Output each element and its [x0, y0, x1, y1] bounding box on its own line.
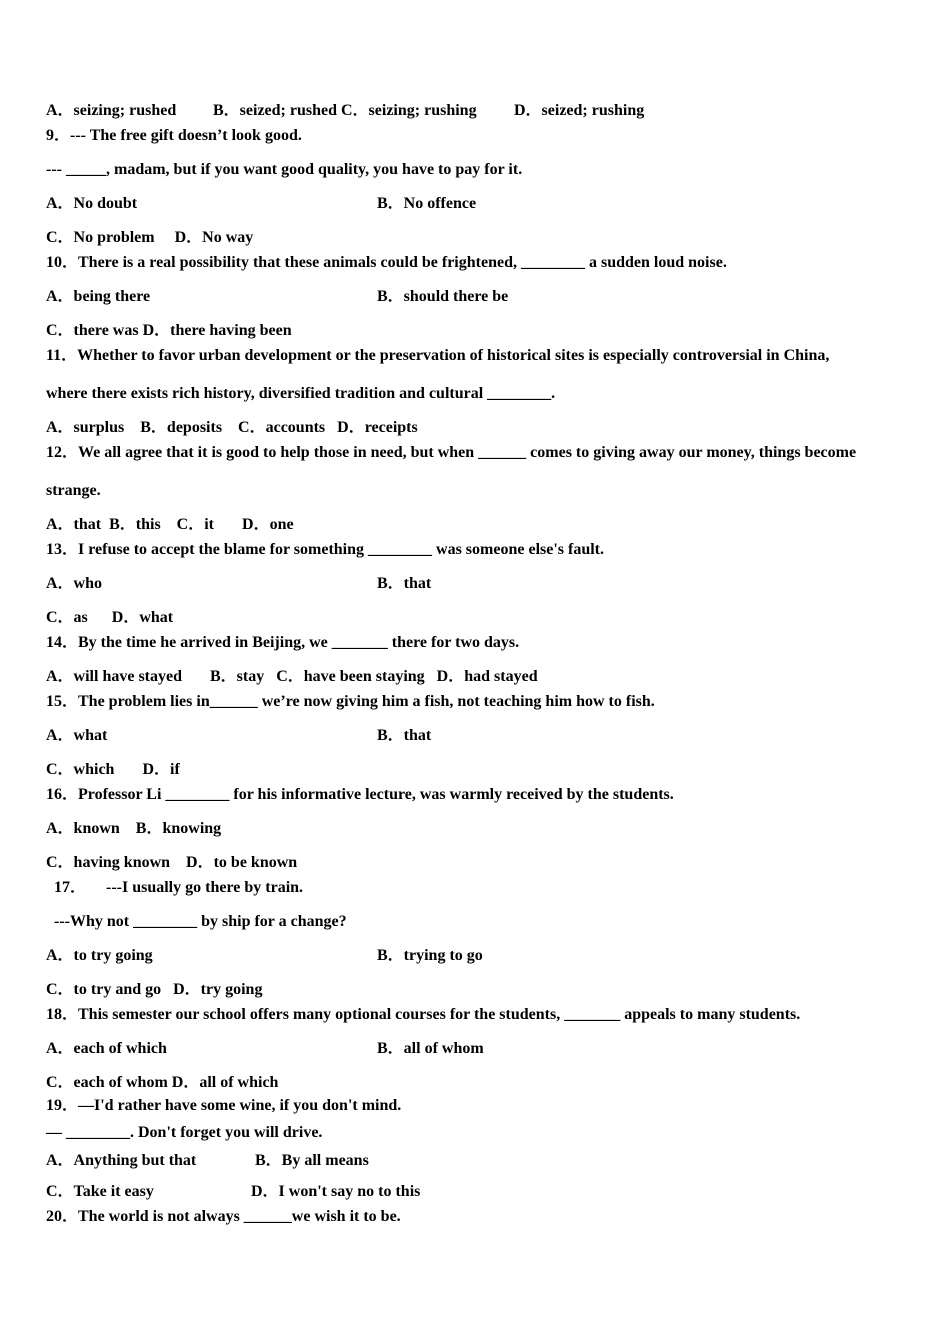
q10-option-a: A．being there	[46, 288, 151, 305]
q13-option-a: A．who	[46, 575, 103, 592]
q8-options-b-c: B．seized; rushed C．seizing; rushing	[213, 102, 477, 119]
q11-question-line2: where there exists rich history, diversified tradition and cultural ________.	[46, 385, 556, 402]
q11-question-line1: 11．Whether to favor urban development or the preservation of historical sites is especially controversial in China,	[46, 347, 830, 364]
q10-option-b: B．should there be	[377, 288, 509, 305]
q17-question: 17． ---I usually go there by train.	[46, 879, 304, 896]
q18-option-b: B．all of whom	[377, 1040, 484, 1057]
q17-response: ---Why not ________ by ship for a change?	[46, 913, 347, 930]
q9-question: 9．--- The free gift doesn’t look good.	[46, 127, 302, 144]
q19-option-c: C．Take it easy	[46, 1183, 154, 1200]
q10-question: 10．There is a real possibility that these animals could be frightened, ________ a sudden loud noise.	[46, 254, 727, 271]
q19-question: 19．—I'd rather have some wine, if you don't mind.	[46, 1097, 402, 1114]
q19-option-b: B．By all means	[255, 1152, 369, 1169]
q19-option-d: D．I won't say no to this	[251, 1183, 421, 1200]
q12-question-line1: 12．We all agree that it is good to help those in need, but when ______ comes to giving away our money, things become	[46, 444, 857, 461]
q12-question-line2: strange.	[46, 482, 101, 499]
q9-option-a: A．No doubt	[46, 195, 138, 212]
q10-options-c-d: C．there was D．there having been	[46, 322, 292, 339]
q14-question: 14．By the time he arrived in Beijing, we _______ there for two days.	[46, 634, 520, 651]
q16-options-a-b: A．known B．knowing	[46, 820, 222, 837]
q8-option-a: A．seizing; rushed	[46, 102, 177, 119]
q13-options-c-d: C．as D．what	[46, 609, 174, 626]
q15-option-b: B．that	[377, 727, 432, 744]
q13-question: 13．I refuse to accept the blame for something ________ was someone else's fault.	[46, 541, 605, 558]
q17-options-c-d: C．to try and go D．try going	[46, 981, 263, 998]
q17-option-a: A．to try going	[46, 947, 153, 964]
q15-option-a: A．what	[46, 727, 108, 744]
q9-response: --- _____, madam, but if you want good quality, you have to pay for it.	[46, 161, 523, 178]
q18-options-c-d: C．each of whom D．all of which	[46, 1074, 279, 1091]
q16-options-c-d: C．having known D．to be known	[46, 854, 298, 871]
q18-option-a: A．each of which	[46, 1040, 167, 1057]
q20-question: 20．The world is not always ______we wish it to be.	[46, 1208, 401, 1225]
q13-option-b: B．that	[377, 575, 432, 592]
q8-option-d: D．seized; rushing	[514, 102, 645, 119]
q9-option-b: B．No offence	[377, 195, 477, 212]
q16-question: 16．Professor Li ________ for his informative lecture, was warmly received by the students.	[46, 786, 674, 803]
q19-response: — ________. Don't forget you will drive.	[46, 1124, 323, 1141]
q19-option-a: A．Anything but that	[46, 1152, 197, 1169]
q15-options-c-d: C．which D．if	[46, 761, 180, 778]
q11-options: A．surplus B．deposits C．accounts D．receipts	[46, 419, 418, 436]
q14-options: A．will have stayed B．stay C．have been staying D．had stayed	[46, 668, 538, 685]
q18-question: 18．This semester our school offers many optional courses for the students, _______ appeals to many students.	[46, 1006, 801, 1023]
q15-question: 15．The problem lies in______ we’re now giving him a fish, not teaching him how to fish.	[46, 693, 655, 710]
q17-option-b: B．trying to go	[377, 947, 483, 964]
q12-options: A．that B．this C．it D．one	[46, 516, 294, 533]
q9-options-c-d: C．No problem D．No way	[46, 229, 254, 246]
